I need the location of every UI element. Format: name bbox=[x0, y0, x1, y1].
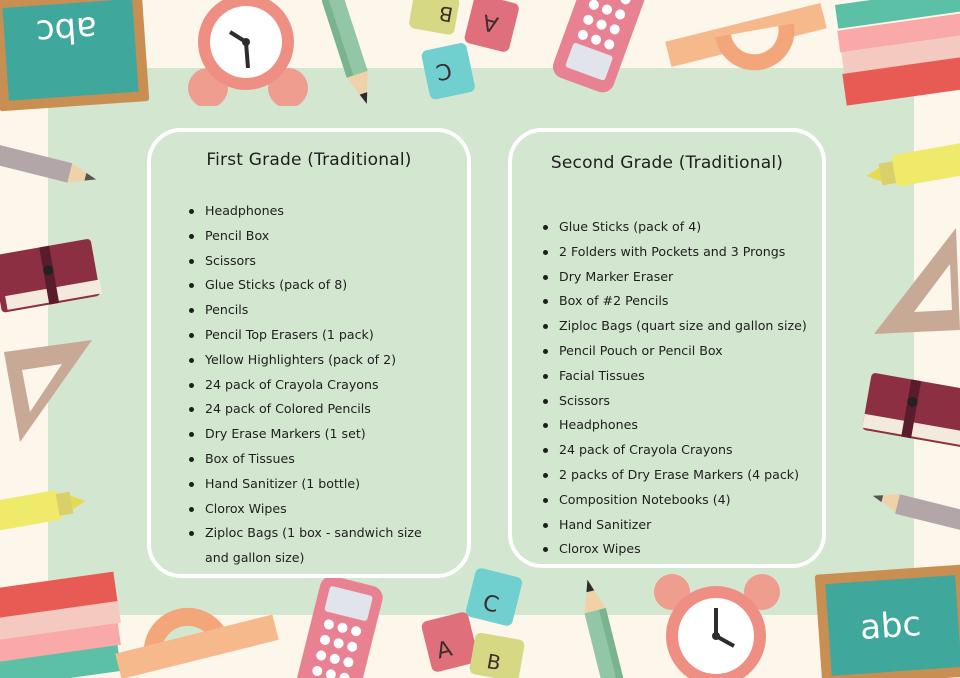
book-icon-left bbox=[0, 226, 104, 322]
block-letter-b-bottom: B bbox=[485, 648, 503, 676]
chalkboard-text-top-left: abc bbox=[34, 7, 99, 53]
books-stack-icon-bottom-left bbox=[0, 562, 128, 678]
list-item: Headphones bbox=[187, 199, 467, 224]
list-item: Composition Notebooks (4) bbox=[541, 488, 822, 513]
pencil-icon-right bbox=[866, 482, 960, 542]
books-stack-icon-top-right bbox=[830, 0, 960, 112]
list-item: 2 Folders with Pockets and 3 Prongs bbox=[541, 240, 822, 265]
list-item: Hand Sanitizer (1 bottle) bbox=[187, 472, 467, 497]
calculator-icon-top bbox=[542, 0, 652, 100]
alarm-clock-icon-bottom bbox=[650, 572, 784, 678]
set-square-icon-right bbox=[870, 226, 960, 340]
list-item: Ziploc Bags (1 box - sandwich size and gallon size) bbox=[187, 521, 445, 571]
pencil-icon-left bbox=[0, 140, 100, 200]
list-item: Scissors bbox=[187, 249, 467, 274]
first-grade-title: First Grade (Traditional) bbox=[206, 150, 412, 170]
chalkboard-text-bottom-right: abc bbox=[858, 603, 923, 649]
list-item: 24 pack of Colored Pencils bbox=[187, 397, 467, 422]
list-item: Scissors bbox=[541, 389, 822, 414]
calculator-icon-bottom bbox=[288, 570, 398, 678]
list-item: Box of #2 Pencils bbox=[541, 289, 822, 314]
set-square-icon-left bbox=[0, 338, 100, 448]
protractor-ruler-icon-bottom bbox=[112, 582, 280, 678]
letter-blocks-icon-top bbox=[405, 0, 520, 110]
list-item: Pencil Box bbox=[187, 224, 467, 249]
pencil-icon-top bbox=[322, 0, 382, 115]
list-item: Ziploc Bags (quart size and gallon size) bbox=[541, 314, 822, 339]
list-item: Facial Tissues bbox=[541, 364, 822, 389]
block-letter-a-bottom: A bbox=[434, 636, 455, 665]
list-item: Dry Marker Eraser bbox=[541, 265, 822, 290]
block-letter-b-top: B bbox=[437, 0, 455, 28]
first-grade-supply-list bbox=[187, 199, 467, 571]
pencil-icon-bottom bbox=[568, 574, 632, 678]
list-item: Pencils bbox=[187, 298, 467, 323]
list-item: 24 pack of Crayola Crayons bbox=[541, 438, 822, 463]
letter-blocks-icon-bottom bbox=[420, 566, 536, 678]
list-item: Glue Sticks (pack of 8) bbox=[187, 273, 467, 298]
highlighter-icon-left bbox=[0, 478, 92, 538]
list-item: Hand Sanitizer bbox=[541, 513, 822, 538]
list-item: Headphones bbox=[541, 413, 822, 438]
highlighter-icon-right bbox=[864, 138, 960, 200]
block-letter-a-top: A bbox=[480, 8, 501, 37]
list-item: Yellow Highlighters (pack of 2) bbox=[187, 348, 467, 373]
first-grade-card bbox=[147, 128, 471, 578]
block-letter-c-top: C bbox=[433, 56, 454, 85]
list-item: Pencil Top Erasers (1 pack) bbox=[187, 323, 467, 348]
protractor-ruler-icon-top bbox=[662, 0, 832, 92]
list-item: Pencil Pouch or Pencil Box bbox=[541, 339, 822, 364]
block-letter-c-bottom: C bbox=[480, 590, 502, 619]
list-item: Dry Erase Markers (1 set) bbox=[187, 422, 467, 447]
second-grade-card bbox=[508, 128, 826, 568]
list-item: Glue Sticks (pack of 4) bbox=[541, 215, 822, 240]
second-grade-title: Second Grade (Traditional) bbox=[550, 153, 784, 173]
alarm-clock-icon-top bbox=[180, 0, 310, 106]
book-icon-right bbox=[862, 362, 960, 458]
list-item: 24 pack of Crayola Crayons bbox=[187, 373, 467, 398]
list-item: Clorox Wipes bbox=[541, 537, 822, 562]
second-grade-supply-list bbox=[541, 215, 822, 562]
list-item: Clorox Wipes bbox=[187, 497, 467, 522]
list-item: 2 packs of Dry Erase Markers (4 pack) bbox=[541, 463, 822, 488]
list-item: Box of Tissues bbox=[187, 447, 467, 472]
